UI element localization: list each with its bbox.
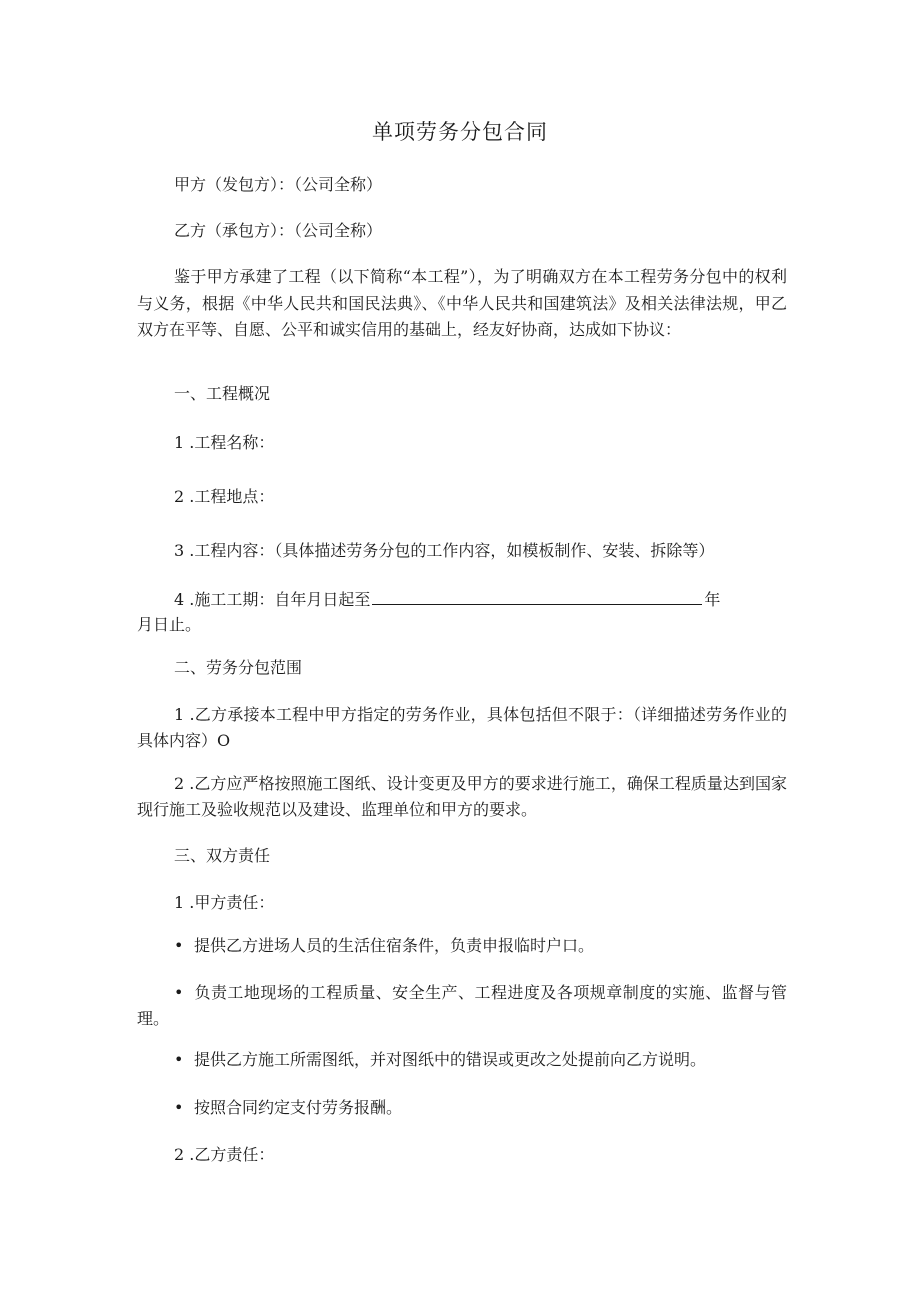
duty-text: 提供乙方施工所需图纸，并对图纸中的错误或更改之处提前向乙方说明。 [194,1050,707,1069]
party-a-duty-2 [137,980,787,1032]
project-content-item: 3 .工程内容：（具体描述劳务分包的工作内容，如模板制作、安装、拆除等） [174,541,715,560]
project-location-item: 2 .工程地点： [174,487,275,506]
preamble-paragraph: 鉴于甲方承建了工程（以下简称“本工程”），为了明确双方在本工程劳务分包中的权利与义务，根据《中华人民共和国民法典》、《中华人民共和国建筑法》及相关法律法规，甲乙双方在平等、自愿、公平和诚实信用的基础上，经友好协商，达成如下协议： [137,267,787,339]
party-a-duty-4 [137,1095,787,1121]
party-a-line: 甲方（发包方）：（公司全称） [174,175,383,194]
duty-text: 按照合同约定支付劳务报酬。 [194,1098,403,1117]
party-a-responsibility-heading: 1 .甲方责任： [174,893,275,912]
bullet-icon: • [174,936,184,955]
party-b-responsibility-heading: 2 .乙方责任： [174,1145,275,1164]
section1-heading: 一、工程概况 [174,384,271,403]
construction-period-continuation: 月日止。 [137,615,202,634]
bullet-icon: • [174,983,184,1002]
section2-heading: 二、劳务分包范围 [174,658,303,677]
bullet-icon: • [174,1098,184,1117]
document-title: 单项劳务分包合同 [372,120,548,144]
party-a-duty-3 [137,1047,787,1073]
project-name-item: 1 .工程名称： [174,433,275,452]
duty-text: 提供乙方进场人员的生活住宿条件，负责申报临时户口。 [194,936,595,955]
duty-text: 负责工地现场的工程质量、安全生产、工程进度及各项规章制度的实施、监督与管理。 [137,983,787,1028]
construction-period-item [137,587,787,613]
scope-item-1: 1 .乙方承接本工程中甲方指定的劳务作业，具体包括但不限于：（详细描述劳务作业的具体内容）O [137,705,787,750]
party-a-duty-1 [137,933,787,959]
party-b-line: 乙方（承包方）：（公司全称） [174,221,383,240]
scope-item-2: 2 .乙方应严格按照施工图纸、设计变更及甲方的要求进行施工，确保工程质量达到国家现行施工及验收规范以及建设、监理单位和甲方的要求。 [137,774,787,819]
construction-period-suffix: 年 [704,590,721,609]
date-blank-line [372,589,702,605]
construction-period-prefix: 4 .施工工期：自年月日起至 [174,590,371,609]
section3-heading: 三、双方责任 [174,846,271,865]
bullet-icon: • [174,1050,184,1069]
